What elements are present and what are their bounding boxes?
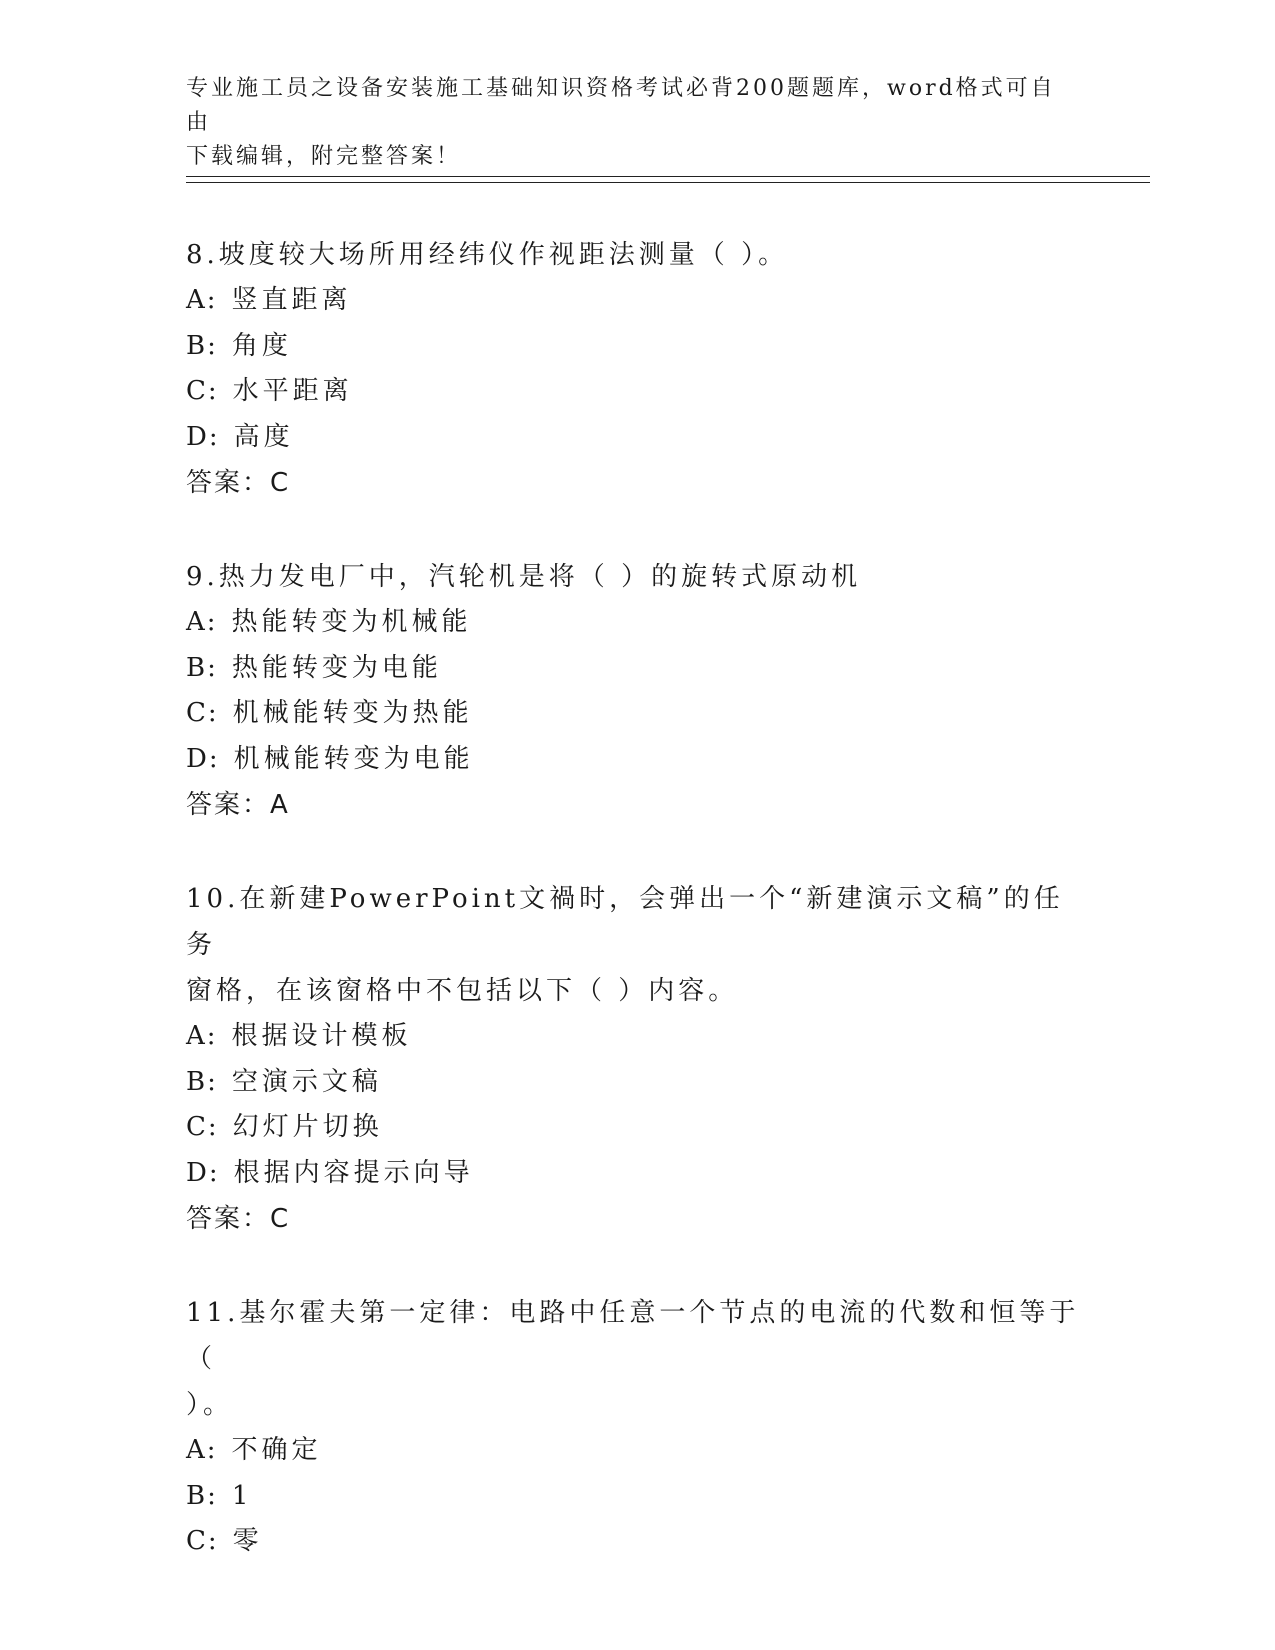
header-divider-bottom xyxy=(186,182,1150,183)
answer-option xyxy=(186,646,1086,692)
answer-line: 答案：C xyxy=(186,468,291,498)
option-text: 竖直距离 xyxy=(231,285,352,315)
option-key: C: xyxy=(186,1526,219,1556)
answer-option xyxy=(186,737,1086,783)
option-key: A: xyxy=(186,1021,218,1051)
option-key: B: xyxy=(186,1066,218,1097)
option-text: 热能转变为电能 xyxy=(231,652,442,683)
answer-option xyxy=(186,1428,1086,1474)
header-divider-top xyxy=(186,176,1150,177)
option-text: 根据内容提示向导 xyxy=(233,1157,474,1188)
option-key: A: xyxy=(186,285,218,315)
option-key: A: xyxy=(186,607,218,637)
question-stem: ）。 xyxy=(186,1390,234,1420)
option-key: C: xyxy=(186,1112,219,1142)
question-block xyxy=(186,876,1086,1242)
option-text: 高度 xyxy=(233,421,294,452)
question-stem: 11.基尔霍夫第一定律：电路中任意一个节点的电流的代数和恒等于（ xyxy=(186,1298,1080,1374)
option-key: C: xyxy=(186,698,219,728)
question-stem: 9.热力发电厂中，汽轮机是将（ ）的旋转式原动机 xyxy=(186,562,862,592)
question-block xyxy=(186,554,1086,828)
question-stem: 10.在新建PowerPoint文禍时，会弹出一个“新建演示文稿”的任务 xyxy=(186,884,1064,960)
answer-option xyxy=(186,691,1086,737)
option-text: 机械能转变为电能 xyxy=(233,743,474,774)
option-text: 根据设计模板 xyxy=(231,1021,412,1051)
answer-option xyxy=(186,1105,1086,1151)
answer-option xyxy=(186,1151,1086,1197)
answer-option xyxy=(186,369,1086,415)
option-key: D: xyxy=(186,421,220,452)
option-text: 水平距离 xyxy=(232,376,353,406)
header-line-2: 下载编辑，附完整答案！ xyxy=(186,144,462,169)
answer-option xyxy=(186,600,1086,646)
option-text: 热能转变为机械能 xyxy=(231,607,472,637)
answer-option xyxy=(186,324,1086,370)
question-block xyxy=(186,1290,1086,1565)
question-stem: 8.坡度较大场所用经纬仪作视距法测量（ ）。 xyxy=(186,240,789,270)
option-key: C: xyxy=(186,376,219,406)
header-line-1: 专业施工员之设备安装施工基础知识资格考试必背200题题库，word格式可自由 xyxy=(186,76,1056,135)
answer-line: 答案：A xyxy=(186,790,290,820)
answer-option xyxy=(186,278,1086,324)
document-header xyxy=(186,72,1066,174)
option-text: 幻灯片切换 xyxy=(232,1112,383,1142)
option-text: 1 xyxy=(231,1480,253,1511)
question-list xyxy=(186,232,1086,1613)
option-key: B: xyxy=(186,1480,218,1511)
option-key: A: xyxy=(186,1435,218,1465)
option-key: B: xyxy=(186,330,218,361)
option-key: B: xyxy=(186,652,218,683)
option-text: 空演示文稿 xyxy=(231,1066,382,1097)
question-block xyxy=(186,232,1086,506)
answer-option xyxy=(186,1519,1086,1565)
option-text: 机械能转变为热能 xyxy=(232,698,473,728)
option-key: D: xyxy=(186,1157,220,1188)
option-key: D: xyxy=(186,743,220,774)
answer-option xyxy=(186,415,1086,461)
answer-option xyxy=(186,1060,1086,1106)
option-text: 零 xyxy=(232,1526,263,1556)
option-text: 角度 xyxy=(231,330,292,361)
question-stem: 窗格，在该窗格中不包括以下（ ）内容。 xyxy=(186,976,739,1006)
option-text: 不确定 xyxy=(231,1435,322,1465)
answer-line: 答案：C xyxy=(186,1204,291,1234)
answer-option xyxy=(186,1474,1086,1520)
answer-option xyxy=(186,1014,1086,1060)
